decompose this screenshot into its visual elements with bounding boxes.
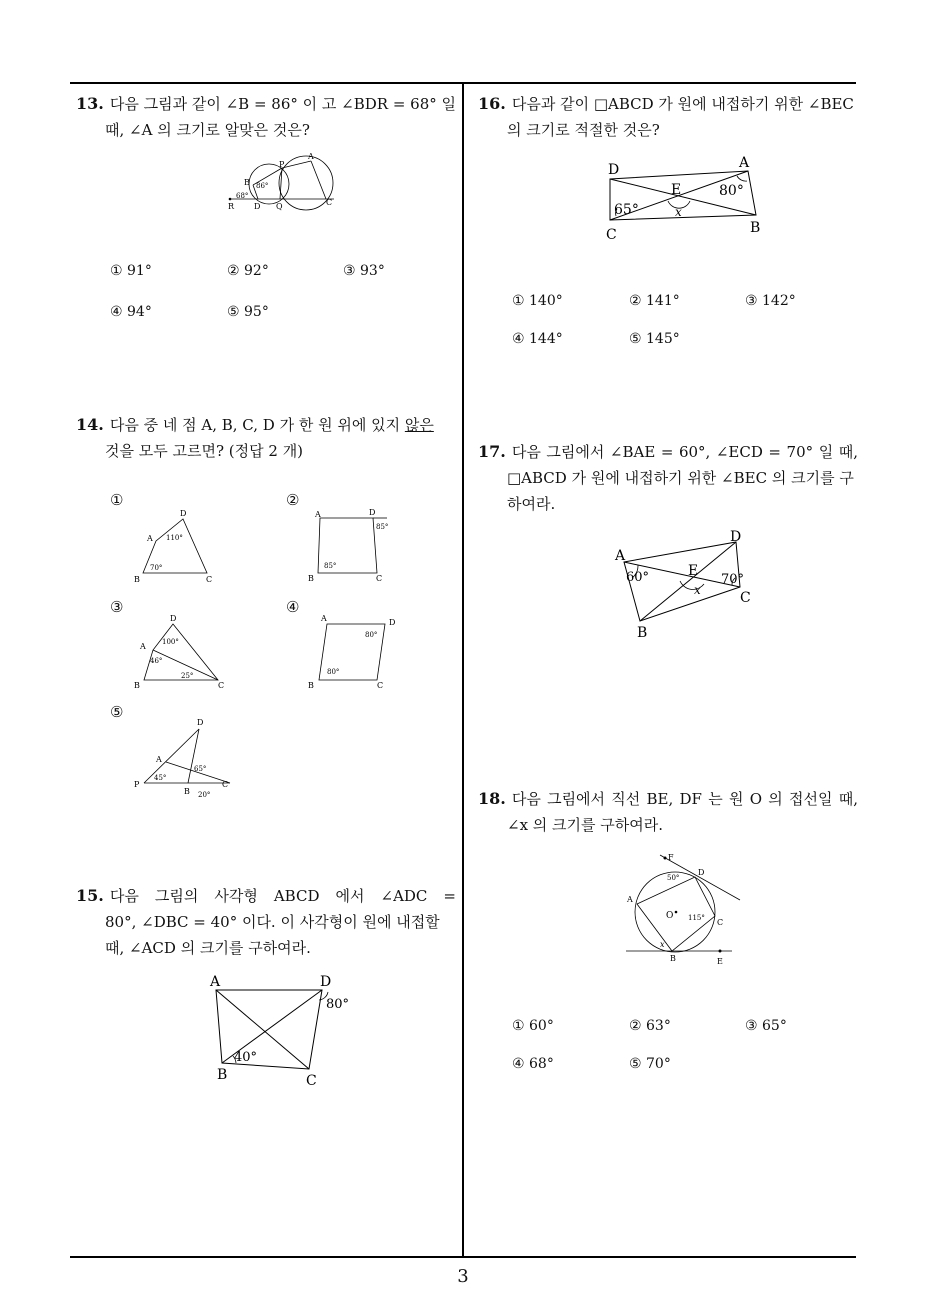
label-angle-85-top: 85° [376, 523, 389, 531]
label-a: A [308, 152, 314, 161]
choice-4[interactable]: ④ 144° [512, 331, 563, 347]
choice-3[interactable]: ③ 93° [343, 263, 385, 279]
label-angle-70: 70° [721, 572, 745, 587]
label-d: D [254, 202, 261, 211]
label-r: R [228, 202, 235, 211]
question-text: 다음과 같이 □ABCD 가 원에 내접하기 위한 ∠BEC [511, 95, 854, 113]
question-16 [478, 91, 858, 143]
label-f: F [668, 853, 674, 862]
label-b: B [670, 954, 676, 963]
label-b: B [750, 220, 761, 236]
choice-3[interactable]: ③ 65° [745, 1018, 787, 1034]
label-c: C [740, 590, 751, 606]
choice-1[interactable]: ① 60° [512, 1018, 554, 1034]
question-number: 15. [76, 886, 104, 905]
q14-figure-5 [130, 712, 240, 802]
label-e: E [671, 182, 682, 198]
question-text: 의 크기로 적절한 것은? [507, 121, 660, 139]
question-text: ∠x 의 크기를 구하여라. [507, 816, 664, 834]
question-text-underlined: 않은 [404, 416, 434, 434]
label-angle-86: 86° [256, 182, 269, 190]
label-c: C [306, 1073, 317, 1089]
choice-5[interactable]: ⑤ 95° [227, 304, 269, 320]
point-r [229, 198, 232, 201]
segment-db [188, 729, 199, 783]
label-a: A [210, 974, 221, 990]
label-a: A [156, 755, 162, 764]
label-b: B [308, 574, 314, 583]
question-number: 17. [478, 442, 506, 461]
q16-figure [600, 152, 770, 244]
label-angle-46: 46° [150, 657, 163, 665]
label-c: C [606, 227, 617, 243]
option-1-label[interactable]: ① [110, 491, 124, 509]
point-f [664, 857, 667, 860]
question-number: 16. [478, 94, 506, 113]
question-number: 13. [76, 94, 104, 113]
question-text: 다음 그림과 같이 ∠B = 86° 이 고 ∠BDR = 68° 일 [109, 95, 457, 113]
label-a: A [627, 895, 633, 904]
label-p: P [134, 780, 140, 789]
question-number: 14. [76, 415, 104, 434]
question-text: 다음 중 네 점 A, B, C, D 가 한 원 위에 있지 [109, 416, 405, 434]
label-angle-50: 50° [667, 874, 680, 882]
q14-figure-4 [303, 608, 403, 694]
label-angle-110: 110° [166, 534, 183, 542]
label-d: D [170, 614, 177, 623]
choice-2[interactable]: ② 63° [629, 1018, 671, 1034]
q18-figure [620, 846, 750, 970]
question-text: 다음 그림에서 직선 BE, DF 는 원 O 의 접선일 때, [511, 790, 858, 808]
label-angle-40: 40° [234, 1050, 258, 1065]
label-b: B [217, 1067, 228, 1083]
label-e: E [717, 957, 723, 966]
choice-3[interactable]: ③ 142° [745, 293, 796, 309]
question-18 [478, 786, 858, 838]
question-15 [76, 883, 456, 961]
question-text: 하여라. [507, 495, 556, 513]
label-e: E [688, 563, 699, 579]
choice-5[interactable]: ⑤ 145° [629, 331, 680, 347]
question-text: 때, ∠A 의 크기로 알맞은 것은? [105, 121, 310, 139]
bottom-rule [70, 1256, 856, 1258]
label-b: B [134, 575, 140, 584]
label-d: D [608, 162, 620, 178]
circle-right [279, 156, 333, 210]
label-c: C [206, 575, 213, 584]
label-p: P [279, 160, 285, 169]
label-angle-80: 80° [719, 183, 744, 199]
label-a: A [147, 534, 153, 543]
choice-1[interactable]: ① 91° [110, 263, 152, 279]
label-c: C [326, 198, 333, 207]
question-text: 때, ∠ACD 의 크기를 구하여라. [105, 939, 311, 957]
q14-figure-2 [303, 505, 403, 590]
label-angle-80-top: 80° [365, 631, 378, 639]
question-text: 것을 모두 고르면? (정답 2 개) [105, 442, 304, 460]
label-b: B [184, 787, 190, 796]
q15-figure [200, 970, 360, 1090]
label-angle-60: 60° [626, 570, 650, 585]
label-x: x [675, 205, 682, 219]
label-d: D [369, 508, 376, 517]
point-e [719, 950, 722, 953]
page-number: 3 [457, 1266, 469, 1287]
label-a: A [739, 155, 750, 171]
label-d: D [698, 868, 705, 877]
label-angle-25: 25° [181, 672, 194, 680]
line-pd [144, 729, 199, 783]
label-d: D [197, 718, 204, 727]
option-5-label[interactable]: ⑤ [110, 703, 124, 721]
segment-ac [311, 161, 326, 199]
question-text: 80°, ∠DBC = 40° 이다. 이 사각형이 원에 내접할 [105, 913, 440, 931]
label-x: x [660, 940, 665, 949]
label-c: C [376, 574, 383, 583]
question-13 [76, 91, 456, 143]
angle-arc-a [737, 176, 747, 181]
label-b: B [308, 681, 314, 690]
label-c: C [222, 780, 229, 789]
label-c: C [717, 918, 724, 927]
choice-2[interactable]: ② 141° [629, 293, 680, 309]
q17-figure [608, 526, 768, 644]
choice-4[interactable]: ④ 68° [512, 1056, 554, 1072]
label-d: D [389, 618, 396, 627]
label-d: D [180, 509, 187, 518]
question-14 [76, 412, 456, 464]
label-b: B [134, 681, 140, 690]
label-angle-45: 45° [154, 774, 167, 782]
label-b: B [637, 625, 648, 641]
label-angle-80-bottom: 80° [327, 668, 340, 676]
option-2-label[interactable]: ② [286, 491, 300, 509]
q14-figure-1 [126, 505, 226, 590]
label-x: x [694, 583, 701, 597]
label-angle-65: 65° [614, 202, 639, 218]
label-q: Q [276, 202, 283, 211]
question-17 [478, 439, 858, 517]
choice-5[interactable]: ⑤ 70° [629, 1056, 671, 1072]
label-angle-20: 20° [198, 791, 211, 799]
label-a: A [315, 510, 321, 519]
question-number: 18. [478, 789, 506, 808]
question-text: 다음 그림에서 ∠BAE = 60°, ∠ECD = 70° 일 때, [511, 443, 858, 461]
option-3-label[interactable]: ③ [110, 598, 124, 616]
choice-4[interactable]: ④ 94° [110, 304, 152, 320]
label-a: A [140, 642, 146, 651]
label-b: B [244, 178, 250, 187]
label-a: A [321, 614, 327, 623]
label-angle-85-bottom: 85° [324, 562, 337, 570]
label-d: D [320, 974, 332, 990]
q14-figure-3 [126, 612, 236, 694]
center-o [675, 911, 678, 914]
choice-1[interactable]: ① 140° [512, 293, 563, 309]
label-d: D [730, 529, 742, 545]
label-a: A [615, 548, 626, 564]
column-divider [462, 82, 464, 1258]
label-c: C [218, 681, 225, 690]
label-c: C [377, 681, 384, 690]
label-angle-80: 80° [326, 997, 350, 1012]
label-angle-100: 100° [162, 638, 179, 646]
choice-2[interactable]: ② 92° [227, 263, 269, 279]
label-angle-65: 65° [194, 765, 207, 773]
question-text: □ABCD 가 원에 내접하기 위한 ∠BEC 의 크기를 구 [507, 469, 854, 487]
label-o: O [666, 911, 674, 921]
label-angle-115: 115° [688, 914, 705, 922]
label-angle-70: 70° [150, 564, 163, 572]
question-text: 다음 그림의 사각형 ABCD 에서 ∠ADC = [109, 887, 456, 905]
q13-figure [222, 148, 342, 218]
option-4-label[interactable]: ④ [286, 598, 300, 616]
label-angle-68: 68° [236, 192, 249, 200]
